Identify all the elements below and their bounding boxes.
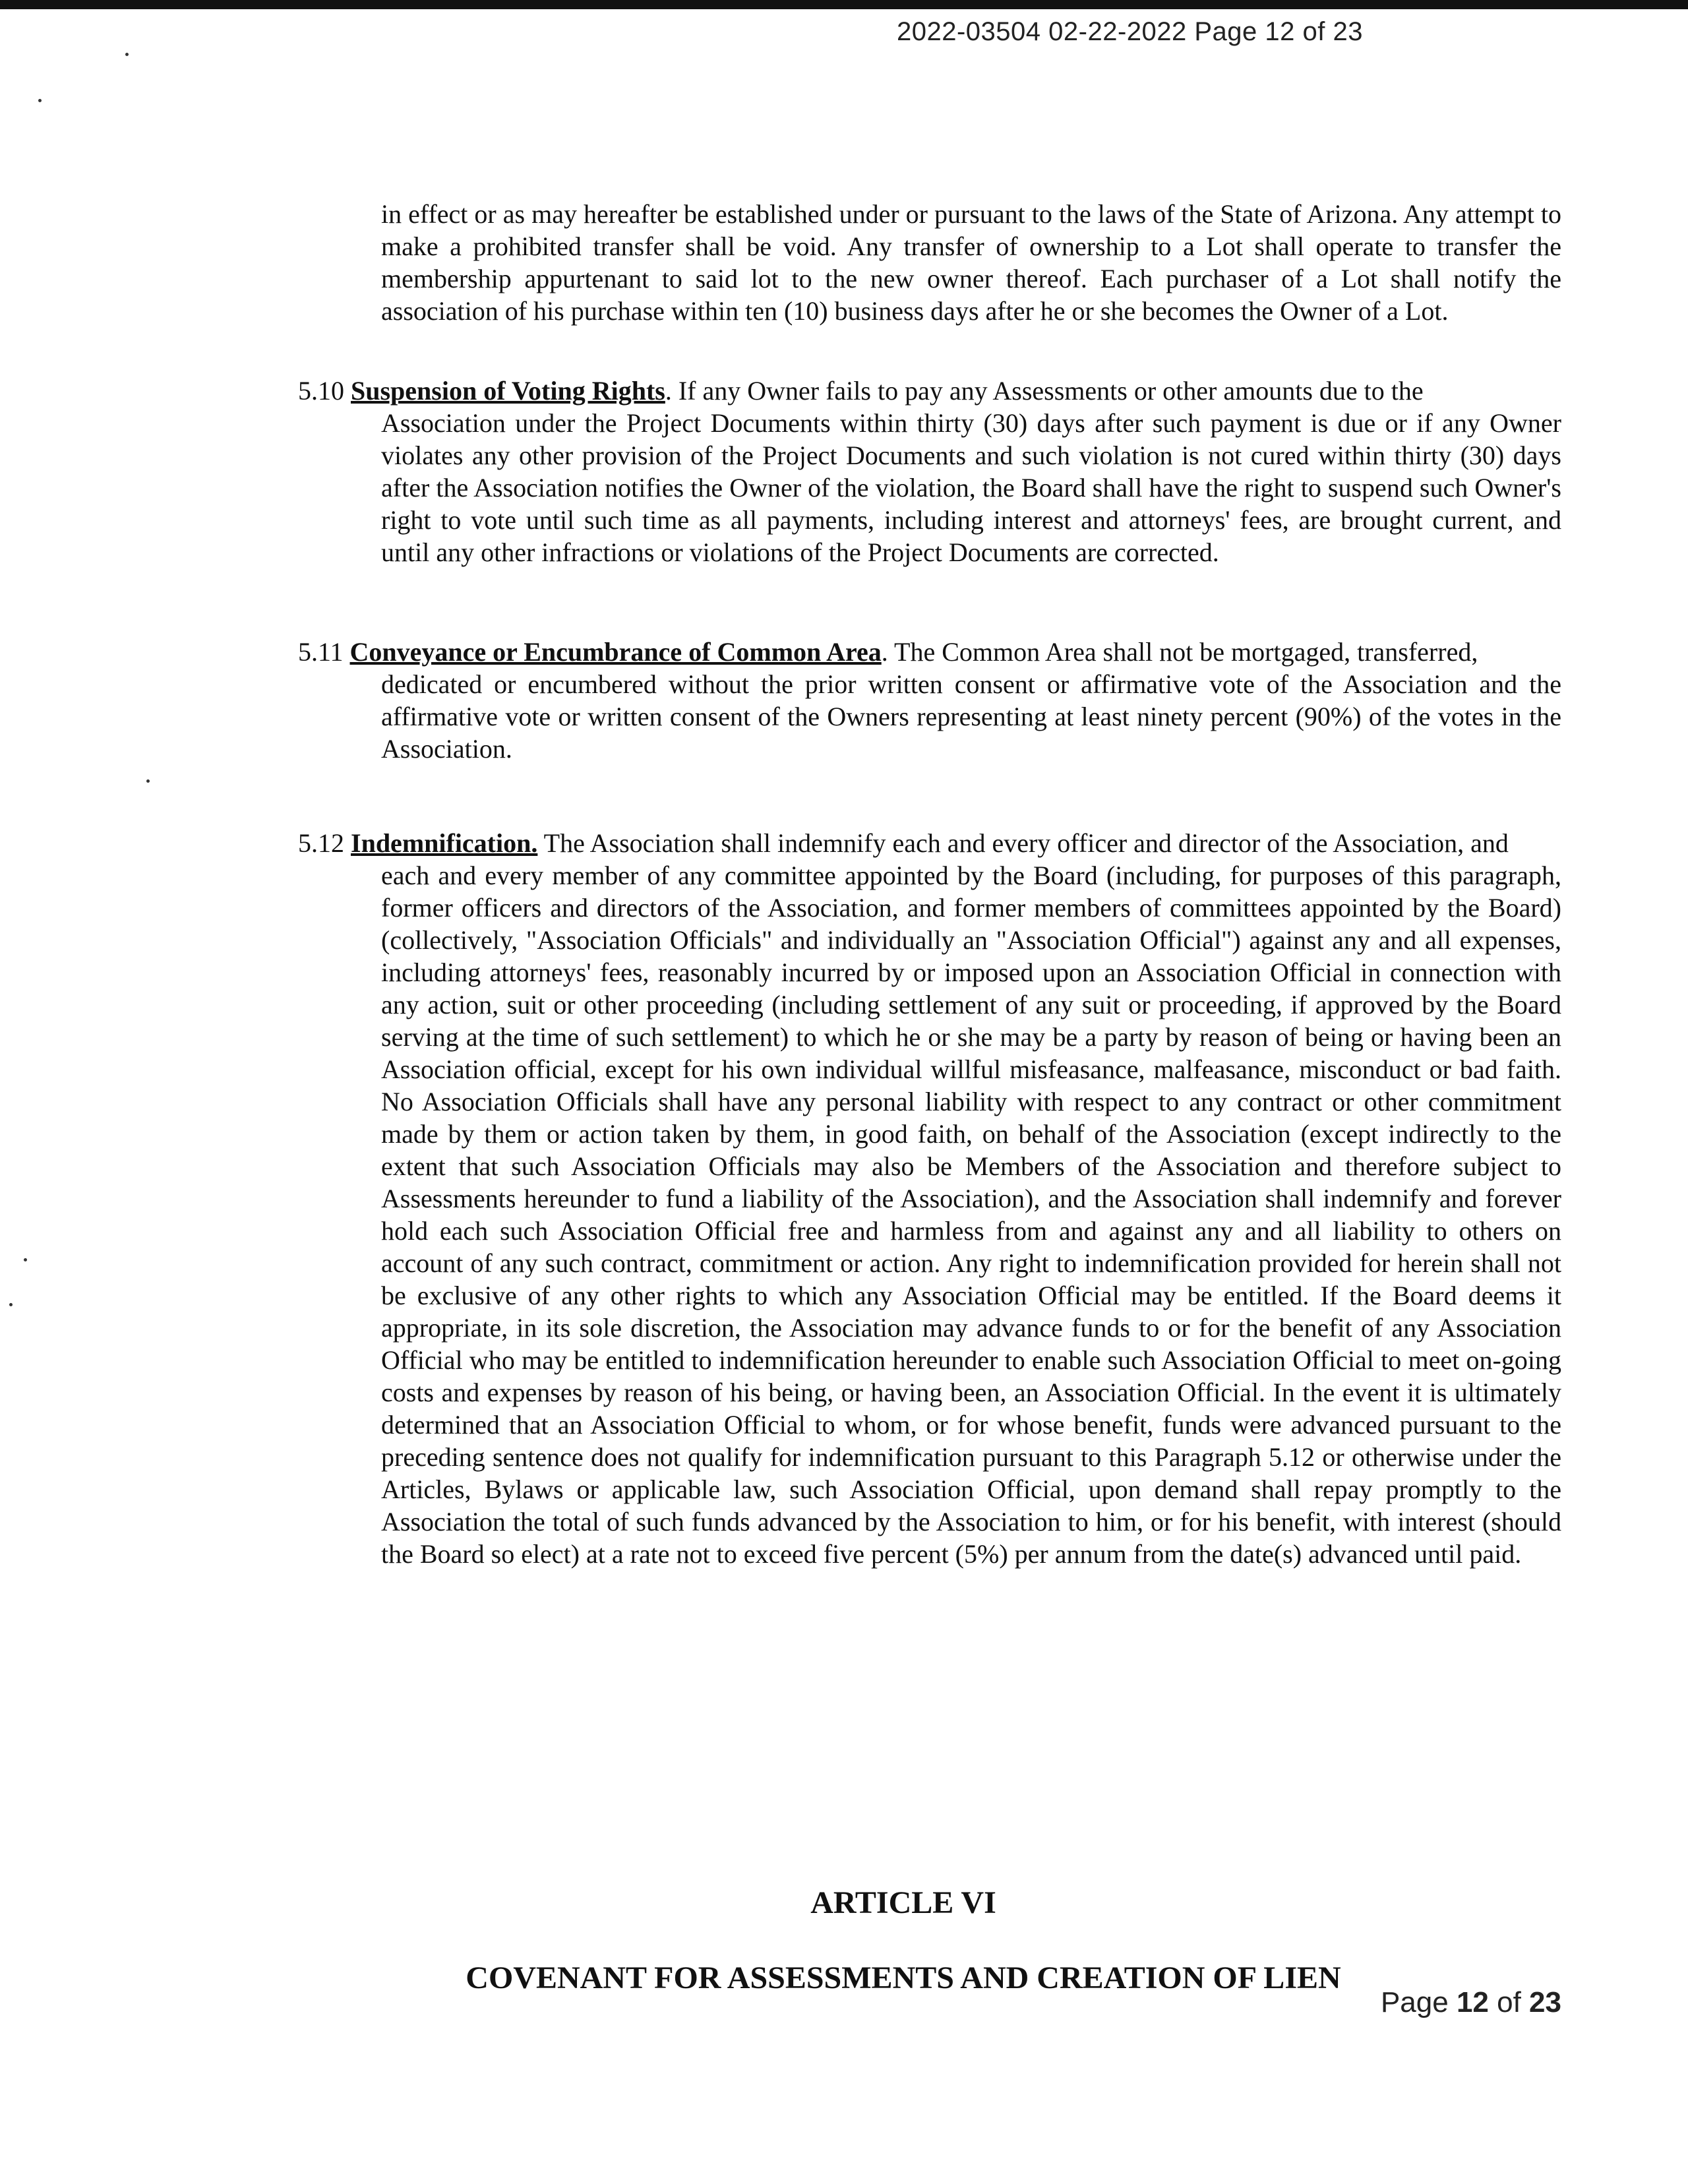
footer-of-label: of [1488,1986,1530,2018]
section-heading: Indemnification. [351,828,538,858]
footer-prefix: Page [1380,1986,1457,2018]
footer-total-pages: 23 [1529,1986,1561,2018]
section-lead-text: The Association shall indemnify each and every officer and director of the Association, and [543,828,1509,858]
section-heading: Suspension of Voting Rights [351,376,665,406]
section-heading: Conveyance or Encumbrance of Common Area [349,637,882,667]
section-5-11 [298,636,1561,765]
article-subtitle: COVENANT FOR ASSESSMENTS AND CREATION OF LIEN [466,1960,1341,1995]
scan-speck [9,1303,13,1306]
section-number: 5.11 [298,637,344,667]
section-number: 5.10 [298,376,344,406]
footer-current-page: 12 [1456,1986,1489,2018]
section-first-line [298,375,1561,407]
article-title: ARTICLE VI [810,1885,996,1920]
section-number: 5.12 [298,828,344,858]
section-first-line [298,636,1561,668]
section-body: Association under the Project Documents within thirty (30) days after such payment is due or if any Owner violates any other provision of the Project Documents and such violation is not cured within thirty (30) days after the Association notifies the Owner of the violation, the Board shall have the right to suspend such Owner's right to vote until such time as all payments, including interest and attorneys' fees, are brought current, and until any other infractions or violations of the Project Documents are corrected. [381,408,1561,567]
section-lead-text: If any Owner fails to pay any Assessments or other amounts due to the [678,376,1424,406]
section-body: dedicated or encumbered without the prior written consent or affirmative vote of the Association and the affirmative vote or written consent of the Owners representing at least ninety percent (90%) of the votes in the Association. [381,669,1561,764]
scan-speck [146,779,150,783]
continued-paragraph: in effect or as may hereafter be established under or pursuant to the laws of the State of Arizona. Any attempt to make a prohibited transfer shall be void. Any transfer of ownership to a Lot shall operate to transfer the membership appurtenant to said lot to the new owner thereof. Each purchaser of a Lot shall notify the association of his purchase within ten (10) business days after he or she becomes the Owner of a Lot. [381,199,1561,326]
section-5-12 [298,827,1561,1570]
scan-speck [125,53,129,56]
section-heading-suffix: . [881,637,888,667]
scan-speck [24,1258,27,1261]
top-scan-border [0,0,1688,9]
section-5-10 [298,375,1561,568]
section-lead-text: The Common Area shall not be mortgaged, transferred, [894,637,1478,667]
section-first-line [298,827,1561,859]
page-number-footer [1381,1986,1561,2019]
recording-stamp: 2022-03504 02-22-2022 Page 12 of 23 [897,17,1363,46]
section-body: each and every member of any committee appointed by the Board (including, for purposes of this paragraph, former officers and directors of the Association, and former members of committees appointed by the Board) (collectively, "Association Officials" and individually an "Association Official") against any and all expenses, including attorneys' fees, reasonably incurred by or imposed upon an Association Official in connection with any action, suit or other proceeding (including settlement of any suit or proceeding, if approved by the Board serving at the time of such settlement) to which he or she may be a party by reason of being or having been an Association official, except for his own individual willful misfeasance, malfeasance, misconduct or bad faith. No Association Officials shall have any personal liability with respect to any contract or other commitment made by them or action taken by them, in good faith, on behalf of the Association (except indirectly to the extent that such Association Officials may also be Members of the Association and therefore subject to Assessments hereunder to fund a liability of the Association), and the Association shall indemnify and forever hold each such Association Official free and harmless from and against any and all liability to others on account of any such contract, commitment or action. Any right to indemnification provided for herein shall not be exclusive of any other rights to which any Association Official may be entitled. If the Board deems it appropriate, in its sole discretion, the Association may advance funds to or for the benefit of any Association Official who may be entitled to indemnification hereunder to enable such Association Official to meet on-going costs and expenses by reason of his being, or having been, an Association Official. In the event it is ultimately determined that an Association Official to whom, or for whose benefit, funds were advanced pursuant to the preceding sentence does not qualify for indemnification pursuant to this Paragraph 5.12 or otherwise under the Articles, Bylaws or applicable law, such Association Official, upon demand shall repay promptly to the Association the total of such funds advanced by the Association to him, or for his benefit, with interest (should the Board so elect) at a rate not to exceed five percent (5%) per annum from the date(s) advanced until paid. [381,861,1561,1569]
section-heading-suffix: . [665,376,672,406]
scan-speck [38,99,42,102]
